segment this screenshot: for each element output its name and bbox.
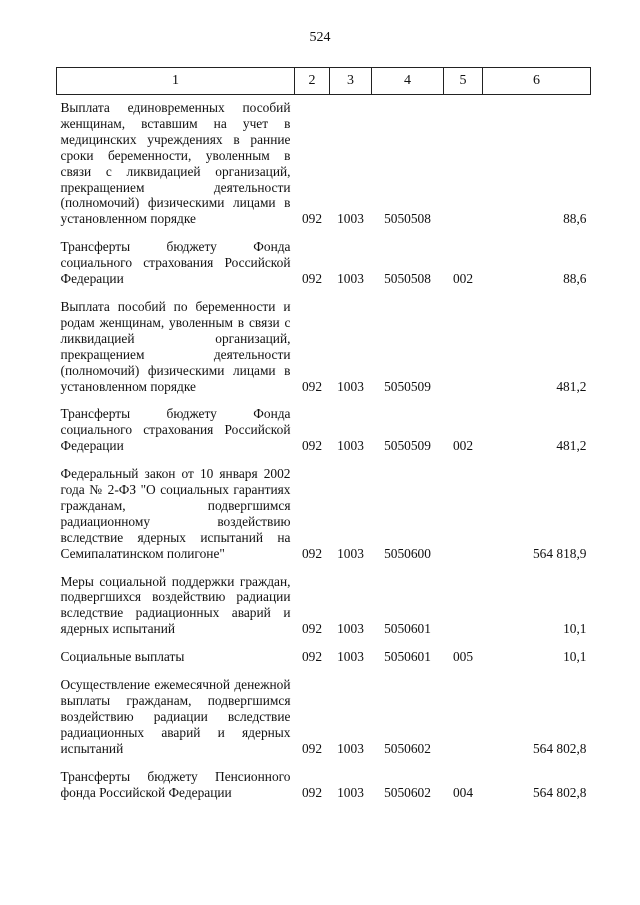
row-section-code: 1003 (337, 545, 364, 561)
row-expense-type (444, 299, 483, 406)
row-expense-type: 005 (452, 649, 474, 665)
row-target-code: 5050601 (384, 621, 431, 637)
row-description: Меры социальной поддержки граждан, подвергшихся воздействию радиации вследствие радиационных аварий и ядерных испытаний (60, 573, 291, 637)
table-header-row (57, 68, 591, 95)
column-header-5: 5 (444, 68, 483, 95)
row-ministry-code: 092 (301, 378, 323, 394)
row-target-code: 5050602 (384, 784, 431, 800)
row-expense-type: 004 (452, 784, 474, 800)
row-expense-type (444, 95, 483, 240)
table-row (57, 95, 591, 240)
row-description: Социальные выплаты (60, 649, 185, 665)
row-amount: 10,1 (563, 621, 587, 637)
table-row (57, 466, 591, 573)
row-description: Трансферты бюджету Фонда социального страхования Российской Федерации (60, 239, 291, 287)
row-amount: 564 818,9 (532, 545, 587, 561)
row-expense-type (444, 466, 483, 573)
row-expense-type (444, 574, 483, 650)
row-ministry-code: 092 (301, 740, 323, 756)
row-section-code: 1003 (337, 438, 364, 454)
column-header-1: 1 (57, 68, 295, 95)
budget-table (56, 67, 591, 812)
table-row (57, 649, 591, 677)
table-row (57, 677, 591, 769)
row-target-code: 5050508 (384, 211, 431, 227)
column-header-4: 4 (372, 68, 444, 95)
column-header-2: 2 (295, 68, 330, 95)
row-description: Федеральный закон от 10 января 2002 года № 2-ФЗ "О социальных гарантиях гражданам, подвергшимся радиационному воздействию вследствие ядерных испытаний на Семипалатинском полигоне" (60, 466, 291, 561)
row-section-code: 1003 (337, 649, 364, 665)
row-section-code: 1003 (337, 621, 364, 637)
row-ministry-code: 092 (301, 271, 323, 287)
page-number: 524 (309, 30, 331, 45)
row-description: Выплата пособий по беременности и родам женщинам, уволенным в связи с ликвидацией организаций, прекращением деятельности (полномочий) физическими лицами в установленном порядке (60, 298, 291, 394)
row-ministry-code: 092 (301, 211, 323, 227)
table-row (57, 239, 591, 299)
row-expense-type: 002 (452, 271, 474, 287)
row-amount: 564 802,8 (532, 784, 587, 800)
row-ministry-code: 092 (301, 438, 323, 454)
row-ministry-code: 092 (301, 621, 323, 637)
row-target-code: 5050509 (384, 438, 431, 454)
column-header-3: 3 (330, 68, 372, 95)
table-row (57, 299, 591, 406)
row-ministry-code: 092 (301, 545, 323, 561)
row-amount: 564 802,8 (532, 740, 587, 756)
row-amount: 88,6 (563, 211, 587, 227)
row-description: Выплата единовременных пособий женщинам, вставшим на учет в медицинских учреждениях в ранние сроки беременности, уволенным в связи с ликвидацией организаций, прекращением деятельности (полномочий) физическими лицами в установленном порядке (60, 100, 291, 227)
row-target-code: 5050602 (384, 740, 431, 756)
row-amount: 481,2 (556, 438, 587, 454)
budget-table-container (56, 67, 590, 812)
row-target-code: 5050600 (384, 545, 431, 561)
row-ministry-code: 092 (301, 649, 323, 665)
row-amount: 481,2 (556, 378, 587, 394)
row-section-code: 1003 (337, 740, 364, 756)
row-amount: 10,1 (563, 649, 587, 665)
row-section-code: 1003 (337, 378, 364, 394)
table-row (57, 769, 591, 813)
row-expense-type (444, 677, 483, 769)
row-expense-type: 002 (452, 438, 474, 454)
row-section-code: 1003 (337, 784, 364, 800)
table-row (57, 574, 591, 650)
row-section-code: 1003 (337, 211, 364, 227)
row-section-code: 1003 (337, 271, 364, 287)
table-row (57, 406, 591, 466)
row-ministry-code: 092 (301, 784, 323, 800)
row-target-code: 5050509 (384, 378, 431, 394)
column-header-6: 6 (483, 68, 591, 95)
row-target-code: 5050601 (384, 649, 431, 665)
row-description: Трансферты бюджету Пенсионного фонда Российской Федерации (60, 768, 291, 800)
row-amount: 88,6 (563, 271, 587, 287)
row-description: Осуществление ежемесячной денежной выплаты гражданам, подвергшимся воздействию радиации вследствие радиационных аварий и ядерных испытаний (60, 677, 291, 756)
row-description: Трансферты бюджету Фонда социального страхования Российской Федерации (60, 406, 291, 454)
row-target-code: 5050508 (384, 271, 431, 287)
